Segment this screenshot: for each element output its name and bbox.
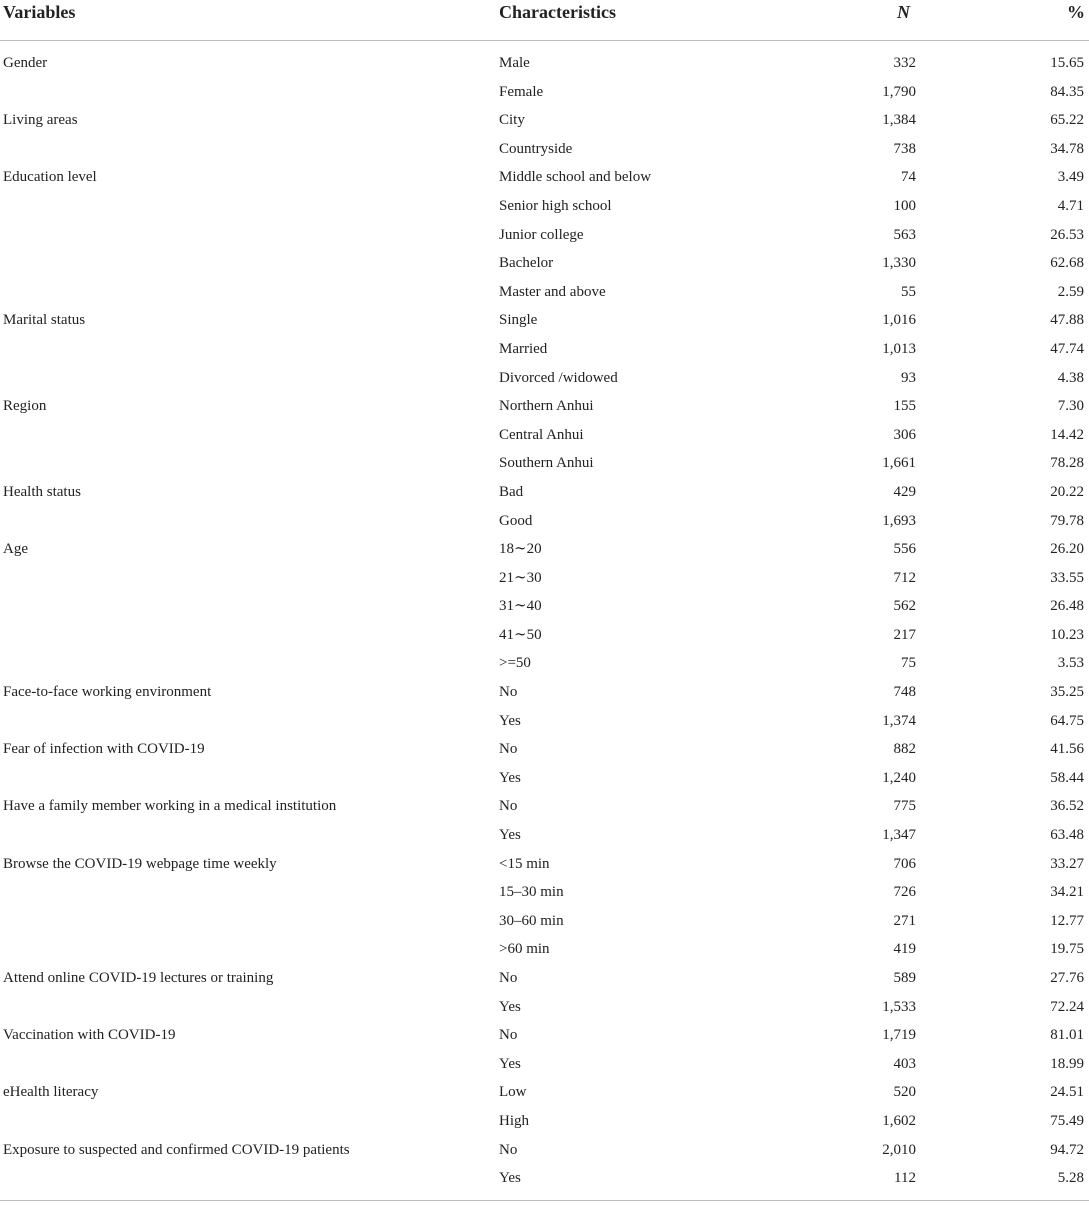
cell-n: 1,374 [882, 712, 916, 729]
cell-n: 217 [893, 626, 916, 643]
table-row [0, 1078, 1089, 1107]
cell-characteristic: >=50 [499, 655, 531, 672]
cell-variable: Have a family member working in a medical institution [3, 798, 337, 815]
cell-n: 403 [893, 1055, 916, 1072]
table-row [0, 106, 1089, 135]
table-row [0, 678, 1089, 707]
table-row [0, 621, 1089, 650]
cell-n: 271 [893, 912, 916, 929]
cell-variable: Fear of infection with COVID-19 [3, 741, 205, 758]
cell-characteristic: Married [499, 340, 548, 357]
cell-n: 556 [893, 541, 916, 558]
table-body [0, 49, 1089, 1193]
table-row [0, 335, 1089, 364]
table-row [0, 592, 1089, 621]
cell-percent: 34.78 [1050, 140, 1084, 157]
cell-characteristic: Countryside [499, 140, 573, 157]
cell-percent: 20.22 [1050, 483, 1084, 500]
cell-percent: 47.74 [1050, 340, 1084, 357]
cell-variable: Health status [3, 483, 81, 500]
cell-characteristic: Master and above [499, 283, 606, 300]
cell-variable: Living areas [3, 112, 78, 129]
cell-n: 112 [894, 1170, 916, 1187]
cell-variable: Attend online COVID-19 lectures or training [3, 970, 274, 986]
cell-variable: Age [3, 541, 28, 558]
cell-percent: 34.21 [1050, 884, 1084, 901]
table-row [0, 478, 1089, 507]
table-row [0, 1021, 1089, 1050]
table-row [0, 564, 1089, 593]
cell-percent: 94.72 [1050, 1141, 1084, 1158]
table-row [0, 993, 1089, 1022]
cell-n: 775 [893, 798, 916, 815]
cell-percent: 3.49 [1057, 169, 1084, 186]
table-row [0, 306, 1089, 335]
cell-characteristic: City [499, 112, 525, 129]
cell-characteristic: No [499, 1141, 518, 1158]
cell-percent: 75.49 [1050, 1112, 1084, 1129]
cell-n: 55 [901, 283, 916, 300]
cell-characteristic: 41∼50 [499, 626, 542, 643]
cell-characteristic: 21∼30 [499, 569, 542, 586]
cell-percent: 24.51 [1050, 1084, 1084, 1101]
table-row [0, 1050, 1089, 1079]
cell-n: 75 [901, 655, 916, 672]
cell-n: 738 [893, 140, 916, 157]
cell-n: 1,240 [882, 769, 916, 786]
cell-percent: 7.30 [1057, 398, 1084, 415]
cell-percent: 12.77 [1050, 912, 1084, 929]
cell-n: 1,693 [882, 512, 916, 529]
table-row [0, 907, 1089, 936]
cell-characteristic: Yes [499, 998, 521, 1015]
table-row [0, 249, 1089, 278]
header-variables: Variables [3, 2, 76, 22]
cell-characteristic: Low [499, 1084, 527, 1101]
cell-variable: Gender [3, 55, 48, 71]
cell-n: 1,602 [882, 1112, 916, 1129]
cell-percent: 15.65 [1050, 55, 1084, 71]
cell-characteristic: Divorced /widowed [499, 369, 618, 386]
cell-characteristic: 15–30 min [499, 884, 564, 901]
table-row [0, 449, 1089, 478]
cell-n: 93 [901, 369, 916, 386]
cell-n: 1,384 [882, 112, 916, 129]
cell-characteristic: Junior college [499, 226, 584, 243]
cell-percent: 47.88 [1050, 312, 1084, 329]
cell-percent: 10.23 [1050, 626, 1084, 643]
table-row [0, 735, 1089, 764]
cell-characteristic: Yes [499, 1170, 521, 1187]
cell-percent: 26.53 [1050, 226, 1084, 243]
table-row [0, 278, 1089, 307]
table-row [0, 1107, 1089, 1136]
cell-characteristic: Yes [499, 1055, 521, 1072]
cell-characteristic: No [499, 798, 518, 815]
cell-characteristic: <15 min [499, 855, 550, 872]
cell-characteristic: >60 min [499, 941, 550, 958]
table-row [0, 78, 1089, 107]
cell-percent: 33.55 [1050, 569, 1084, 586]
cell-characteristic: Male [499, 55, 530, 71]
table-row [0, 1136, 1089, 1165]
header-n: N [897, 2, 910, 22]
cell-characteristic: Senior high school [499, 197, 612, 214]
cell-n: 1,719 [882, 1027, 916, 1044]
cell-percent: 18.99 [1050, 1055, 1084, 1072]
table-row [0, 392, 1089, 421]
cell-percent: 5.28 [1057, 1170, 1084, 1187]
cell-n: 748 [893, 684, 916, 701]
table-row [0, 821, 1089, 850]
table-row [0, 964, 1089, 993]
cell-percent: 26.20 [1050, 541, 1084, 558]
cell-characteristic: 31∼40 [499, 598, 542, 615]
cell-percent: 27.76 [1050, 970, 1084, 986]
cell-n: 1,016 [882, 312, 916, 329]
cell-percent: 41.56 [1050, 741, 1084, 758]
cell-characteristic: Bachelor [499, 255, 554, 272]
cell-n: 712 [893, 569, 916, 586]
cell-characteristic: Yes [499, 712, 521, 729]
cell-percent: 36.52 [1050, 798, 1084, 815]
cell-characteristic: Bad [499, 483, 524, 500]
cell-percent: 3.53 [1057, 655, 1084, 672]
cell-characteristic: No [499, 970, 518, 986]
cell-percent: 58.44 [1050, 769, 1084, 786]
cell-n: 74 [901, 169, 916, 186]
cell-n: 2,010 [882, 1141, 916, 1158]
cell-n: 882 [893, 741, 916, 758]
table-row [0, 1164, 1089, 1193]
cell-n: 589 [893, 970, 916, 986]
table-row [0, 707, 1089, 736]
table-row [0, 49, 1089, 78]
cell-n: 562 [893, 598, 916, 615]
cell-n: 1,013 [882, 340, 916, 357]
cell-n: 1,330 [882, 255, 916, 272]
cell-characteristic: Female [499, 83, 544, 100]
cell-characteristic: Central Anhui [499, 426, 584, 443]
cell-percent: 62.68 [1050, 255, 1084, 272]
cell-characteristic: No [499, 684, 518, 701]
cell-percent: 26.48 [1050, 598, 1084, 615]
header-percent: % [1067, 2, 1085, 22]
cell-percent: 64.75 [1050, 712, 1084, 729]
cell-characteristic: No [499, 1027, 518, 1044]
cell-characteristic: Southern Anhui [499, 455, 594, 472]
cell-n: 726 [893, 884, 916, 901]
cell-percent: 4.71 [1057, 197, 1084, 214]
cell-percent: 2.59 [1057, 283, 1084, 300]
cell-percent: 79.78 [1050, 512, 1084, 529]
cell-characteristic: Yes [499, 827, 521, 844]
cell-percent: 72.24 [1050, 998, 1084, 1015]
cell-percent: 35.25 [1050, 684, 1084, 701]
table-row [0, 649, 1089, 678]
cell-n: 419 [893, 941, 916, 958]
cell-n: 1,661 [882, 455, 916, 472]
cell-variable: Browse the COVID-19 webpage time weekly [3, 855, 277, 872]
table-row [0, 221, 1089, 250]
cell-variable: Region [3, 398, 47, 415]
cell-n: 1,790 [882, 83, 916, 100]
cell-n: 155 [893, 398, 916, 415]
cell-percent: 63.48 [1050, 827, 1084, 844]
table-bottom-rule [0, 1200, 1089, 1201]
cell-n: 706 [893, 855, 916, 872]
cell-variable: eHealth literacy [3, 1084, 99, 1101]
cell-variable: Marital status [3, 312, 86, 329]
cell-characteristic: Yes [499, 769, 521, 786]
cell-n: 1,347 [882, 827, 916, 844]
cell-characteristic: Single [499, 312, 538, 329]
cell-characteristic: 30–60 min [499, 912, 564, 929]
cell-percent: 4.38 [1057, 369, 1084, 386]
cell-n: 306 [893, 426, 916, 443]
cell-percent: 19.75 [1050, 941, 1084, 958]
cell-characteristic: High [499, 1112, 529, 1129]
table-row [0, 135, 1089, 164]
cell-percent: 14.42 [1050, 426, 1084, 443]
cell-percent: 33.27 [1050, 855, 1084, 872]
cell-characteristic: 18∼20 [499, 541, 542, 558]
table-row [0, 421, 1089, 450]
table-row [0, 935, 1089, 964]
table-row [0, 507, 1089, 536]
table-row [0, 878, 1089, 907]
cell-percent: 84.35 [1050, 83, 1084, 100]
cell-variable: Exposure to suspected and confirmed COVID-19 patients [3, 1141, 350, 1158]
cell-characteristic: Middle school and below [499, 169, 652, 186]
cell-percent: 81.01 [1050, 1027, 1084, 1044]
cell-variable: Vaccination with COVID-19 [3, 1027, 176, 1044]
table-row [0, 535, 1089, 564]
cell-n: 563 [893, 226, 916, 243]
cell-n: 429 [893, 483, 916, 500]
table-row [0, 850, 1089, 879]
cell-n: 100 [893, 197, 916, 214]
cell-characteristic: Northern Anhui [499, 398, 594, 415]
table-row [0, 192, 1089, 221]
cell-characteristic: Good [499, 512, 533, 529]
table-row [0, 764, 1089, 793]
table-row [0, 364, 1089, 393]
cell-variable: Face-to-face working environment [3, 684, 212, 701]
cell-n: 1,533 [882, 998, 916, 1015]
table-row [0, 792, 1089, 821]
cell-percent: 65.22 [1050, 112, 1084, 129]
cell-percent: 78.28 [1050, 455, 1084, 472]
cell-characteristic: No [499, 741, 518, 758]
table-header [0, 0, 1089, 41]
cell-n: 332 [893, 55, 916, 71]
cell-variable: Education level [3, 169, 97, 186]
header-characteristics: Characteristics [499, 2, 616, 22]
table-row [0, 163, 1089, 192]
cell-n: 520 [893, 1084, 916, 1101]
